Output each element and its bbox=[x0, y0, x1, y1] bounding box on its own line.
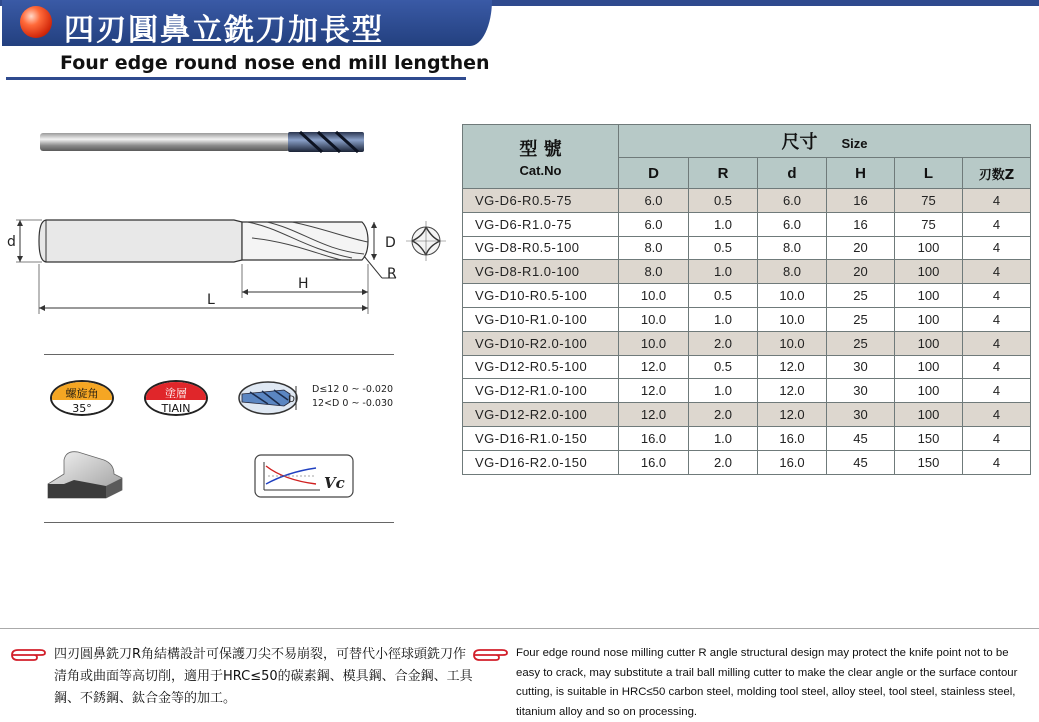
end-mill-technical-drawing bbox=[2, 208, 462, 316]
pointing-hand-icon bbox=[472, 646, 510, 664]
cell-Z: 4 bbox=[963, 260, 1031, 284]
cell-d: 10.0 bbox=[758, 284, 827, 308]
cell-R: 1.0 bbox=[689, 307, 758, 331]
helix-badge-label: 螺旋角 bbox=[65, 387, 99, 400]
red-ball-icon bbox=[20, 6, 52, 38]
table-row bbox=[463, 236, 1031, 260]
page-title-chinese: 四刃圓鼻立銑刀加長型 bbox=[64, 13, 384, 48]
tolerance-tool-icon bbox=[238, 380, 308, 416]
cell-R: 0.5 bbox=[689, 189, 758, 213]
cell-L: 150 bbox=[895, 426, 963, 450]
size-header bbox=[619, 125, 1031, 158]
cell-H: 45 bbox=[827, 426, 895, 450]
cell-H: 16 bbox=[827, 189, 895, 213]
tolerance-line-2: 12<D 0 ~ -0.030 bbox=[312, 398, 394, 409]
cell-D: 10.0 bbox=[619, 307, 689, 331]
end-mill-photo bbox=[38, 126, 368, 158]
cell-H: 30 bbox=[827, 379, 895, 403]
cell-L: 100 bbox=[895, 260, 963, 284]
dim-label-H: H bbox=[298, 276, 309, 292]
column-header-d: d bbox=[758, 158, 827, 189]
table-row bbox=[463, 355, 1031, 379]
cell-R: 2.0 bbox=[689, 403, 758, 427]
cell-H: 45 bbox=[827, 450, 895, 474]
column-header-flutes-Z: 刃数Z bbox=[963, 158, 1031, 189]
cell-D: 8.0 bbox=[619, 260, 689, 284]
spec-table bbox=[462, 124, 1031, 475]
cell-cat-no: VG-D10-R1.0-100 bbox=[463, 307, 619, 331]
cell-R: 1.0 bbox=[689, 260, 758, 284]
cell-Z: 4 bbox=[963, 426, 1031, 450]
cell-H: 25 bbox=[827, 331, 895, 355]
cell-cat-no: VG-D8-R0.5-100 bbox=[463, 236, 619, 260]
vc-label: Vc bbox=[324, 474, 345, 492]
table-row bbox=[463, 260, 1031, 284]
cell-cat-no: VG-D10-R2.0-100 bbox=[463, 331, 619, 355]
cell-L: 100 bbox=[895, 403, 963, 427]
cell-D: 16.0 bbox=[619, 426, 689, 450]
divider-upper bbox=[44, 354, 394, 355]
column-header-R: R bbox=[689, 158, 758, 189]
coating-badge-value: TIAIN bbox=[161, 402, 191, 415]
cell-L: 75 bbox=[895, 189, 963, 213]
cell-R: 0.5 bbox=[689, 355, 758, 379]
cell-R: 2.0 bbox=[689, 450, 758, 474]
table-row bbox=[463, 379, 1031, 403]
cell-H: 25 bbox=[827, 307, 895, 331]
cell-cat-no: VG-D10-R0.5-100 bbox=[463, 284, 619, 308]
size-header-cn: 尺寸 bbox=[781, 132, 818, 153]
cell-Z: 4 bbox=[963, 236, 1031, 260]
column-header-H: H bbox=[827, 158, 895, 189]
footer-divider bbox=[0, 628, 1039, 629]
cat-no-header-cn: 型 號 bbox=[519, 139, 562, 160]
column-header-L: L bbox=[895, 158, 963, 189]
cell-D: 6.0 bbox=[619, 189, 689, 213]
table-row bbox=[463, 450, 1031, 474]
cell-Z: 4 bbox=[963, 307, 1031, 331]
cell-L: 100 bbox=[895, 355, 963, 379]
cat-no-header-en: Cat.No bbox=[519, 163, 562, 178]
dim-label-d: d bbox=[7, 234, 16, 250]
cell-d: 16.0 bbox=[758, 450, 827, 474]
cell-D: 12.0 bbox=[619, 355, 689, 379]
cell-cat-no: VG-D6-R0.5-75 bbox=[463, 189, 619, 213]
footer-description-cn: 四刃圓鼻銑刀R角結構設計可保護刀尖不易崩裂，可替代小徑球頭銑刀作清角或曲面等高切削，適用于HRC≤50的碳素鋼、模具鋼、合金鋼、工具鋼、不銹鋼、鈦合金等的加工。 bbox=[54, 647, 473, 706]
cell-D: 6.0 bbox=[619, 212, 689, 236]
cell-L: 100 bbox=[895, 284, 963, 308]
cell-d: 8.0 bbox=[758, 236, 827, 260]
cell-Z: 4 bbox=[963, 403, 1031, 427]
cell-cat-no: VG-D12-R1.0-100 bbox=[463, 379, 619, 403]
cell-d: 6.0 bbox=[758, 212, 827, 236]
cell-d: 12.0 bbox=[758, 379, 827, 403]
cell-H: 20 bbox=[827, 260, 895, 284]
cell-cat-no: VG-D16-R2.0-150 bbox=[463, 450, 619, 474]
cutting-speed-vc-icon bbox=[254, 454, 354, 498]
cell-R: 0.5 bbox=[689, 284, 758, 308]
cell-R: 1.0 bbox=[689, 379, 758, 403]
coating-badge bbox=[144, 380, 208, 416]
dim-label-R: R bbox=[387, 266, 397, 282]
helix-badge-value: 35° bbox=[72, 402, 92, 415]
cell-Z: 4 bbox=[963, 379, 1031, 403]
cell-d: 10.0 bbox=[758, 307, 827, 331]
cell-R: 0.5 bbox=[689, 236, 758, 260]
cell-L: 150 bbox=[895, 450, 963, 474]
cell-cat-no: VG-D12-R0.5-100 bbox=[463, 355, 619, 379]
workpiece-profile-icon bbox=[44, 446, 124, 504]
cell-cat-no: VG-D6-R1.0-75 bbox=[463, 212, 619, 236]
cell-H: 25 bbox=[827, 284, 895, 308]
cell-H: 16 bbox=[827, 212, 895, 236]
title-underline bbox=[6, 77, 466, 80]
cell-cat-no: VG-D8-R1.0-100 bbox=[463, 260, 619, 284]
cell-Z: 4 bbox=[963, 450, 1031, 474]
cell-d: 16.0 bbox=[758, 426, 827, 450]
cell-d: 8.0 bbox=[758, 260, 827, 284]
cell-L: 100 bbox=[895, 236, 963, 260]
dim-label-D: D bbox=[385, 235, 396, 251]
table-row bbox=[463, 212, 1031, 236]
cell-R: 2.0 bbox=[689, 331, 758, 355]
cell-Z: 4 bbox=[963, 331, 1031, 355]
table-row bbox=[463, 189, 1031, 213]
table-row bbox=[463, 284, 1031, 308]
cell-D: 12.0 bbox=[619, 379, 689, 403]
divider-lower bbox=[44, 522, 394, 523]
cell-D: 8.0 bbox=[619, 236, 689, 260]
table-row bbox=[463, 331, 1031, 355]
helix-angle-badge bbox=[50, 380, 114, 416]
cell-Z: 4 bbox=[963, 189, 1031, 213]
coating-badge-label: 塗層 bbox=[165, 387, 187, 400]
cell-d: 10.0 bbox=[758, 331, 827, 355]
size-header-en: Size bbox=[841, 136, 868, 151]
tolerance-spec bbox=[312, 383, 393, 411]
tolerance-icon-label: D bbox=[288, 395, 295, 405]
cell-L: 100 bbox=[895, 331, 963, 355]
cell-D: 12.0 bbox=[619, 403, 689, 427]
cell-D: 10.0 bbox=[619, 331, 689, 355]
tolerance-line-1: D≤12 0 ~ -0.020 bbox=[312, 384, 394, 395]
page-title-english: Four edge round nose end mill lengthen bbox=[60, 52, 490, 74]
cell-D: 16.0 bbox=[619, 450, 689, 474]
cell-R: 1.0 bbox=[689, 426, 758, 450]
cell-cat-no: VG-D12-R2.0-100 bbox=[463, 403, 619, 427]
column-header-D: D bbox=[619, 158, 689, 189]
cell-D: 10.0 bbox=[619, 284, 689, 308]
cell-L: 100 bbox=[895, 379, 963, 403]
cell-L: 100 bbox=[895, 307, 963, 331]
cat-no-header bbox=[463, 125, 619, 189]
cell-d: 12.0 bbox=[758, 355, 827, 379]
table-row bbox=[463, 307, 1031, 331]
cell-cat-no: VG-D16-R1.0-150 bbox=[463, 426, 619, 450]
cell-L: 75 bbox=[895, 212, 963, 236]
footer-description-en: Four edge round nose milling cutter R angle structural design may protect the knife point not to be easy to crack, may substitute a trail ball milling cutter to make the clear angle or the surface contour cutting, is suitable in HRC≤50 carbon steel, molding tool steel, alloy steel, tool steel, stainless steel, titanium alloy and so on processing. bbox=[516, 647, 1018, 718]
cell-H: 30 bbox=[827, 355, 895, 379]
cell-d: 12.0 bbox=[758, 403, 827, 427]
cell-d: 6.0 bbox=[758, 189, 827, 213]
title-band bbox=[2, 0, 492, 46]
table-row bbox=[463, 426, 1031, 450]
pointing-hand-icon bbox=[10, 646, 48, 664]
cell-Z: 4 bbox=[963, 212, 1031, 236]
cell-H: 30 bbox=[827, 403, 895, 427]
cell-H: 20 bbox=[827, 236, 895, 260]
table-row bbox=[463, 403, 1031, 427]
cell-Z: 4 bbox=[963, 284, 1031, 308]
dim-label-L: L bbox=[207, 292, 215, 308]
cell-Z: 4 bbox=[963, 355, 1031, 379]
cell-R: 1.0 bbox=[689, 212, 758, 236]
